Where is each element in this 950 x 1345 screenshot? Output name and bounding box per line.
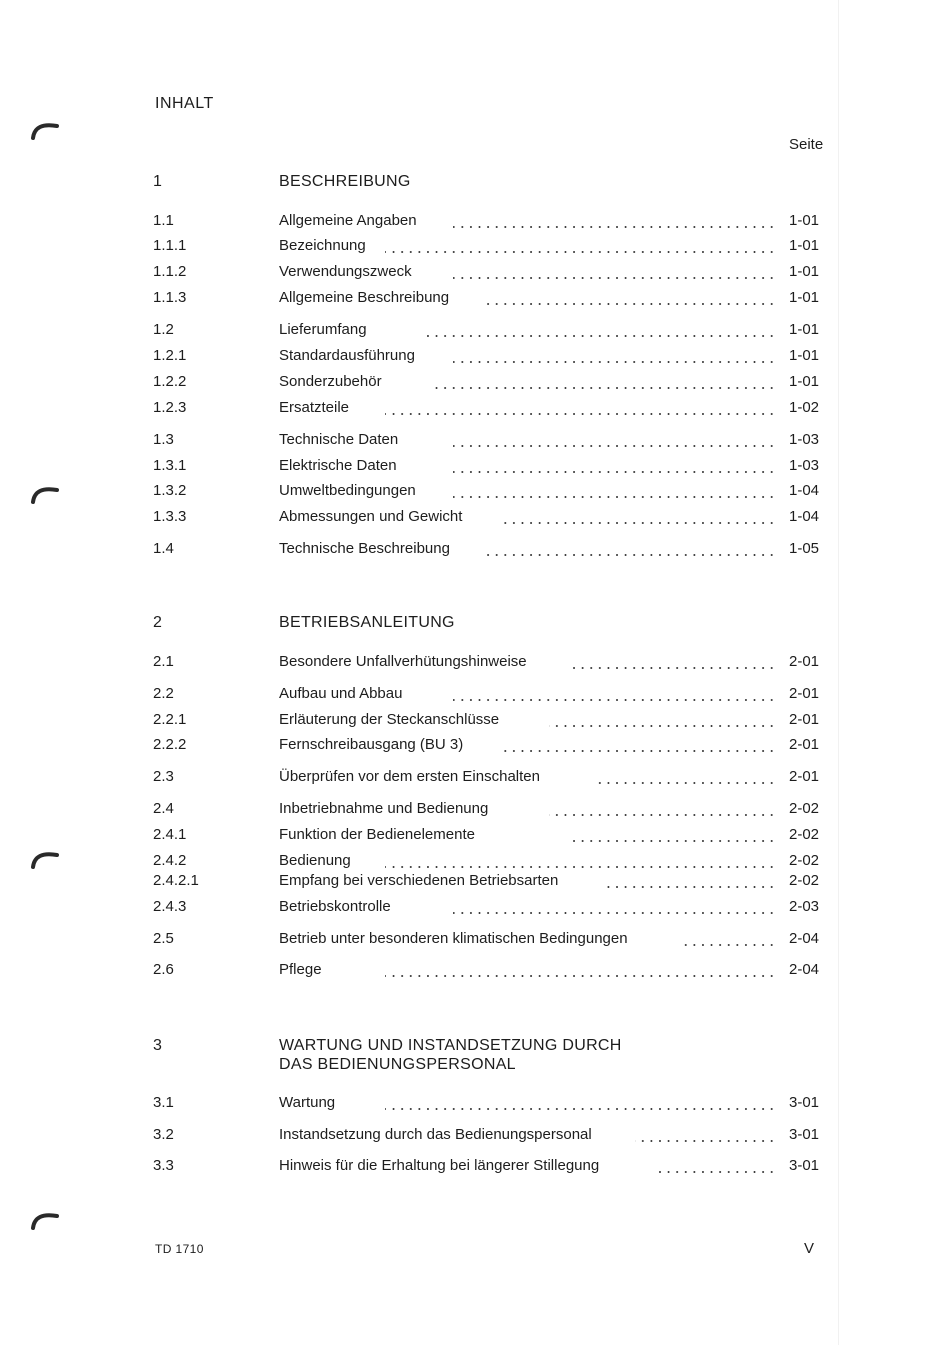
entry-number: 1.1.3 — [153, 289, 187, 306]
dot-leader — [385, 1108, 776, 1110]
entry-page: 2-01 — [789, 653, 820, 670]
entry-title: Instandsetzung durch das Bedienungspersonal — [279, 1126, 592, 1143]
toc-entry — [0, 872, 950, 892]
dot-leader — [453, 699, 776, 701]
dot-leader — [433, 387, 776, 389]
entry-number: 3.2 — [153, 1126, 174, 1143]
toc-entry — [0, 482, 950, 502]
dot-leader — [481, 303, 776, 305]
entry-title: Aufbau und Abbau — [279, 685, 403, 702]
entry-title: Bedienung — [279, 852, 351, 869]
toc-entry — [0, 1126, 950, 1146]
document-id: TD 1710 — [155, 1242, 204, 1256]
entry-page: 2-01 — [789, 685, 820, 702]
entry-page: 1-01 — [789, 237, 820, 254]
dot-leader — [385, 866, 776, 868]
punch-hole-mark — [31, 1208, 59, 1230]
dot-leader — [385, 413, 776, 415]
entry-number: 2.2.1 — [153, 711, 187, 728]
entry-title: Bezeichnung — [279, 237, 366, 254]
entry-page: 2-01 — [789, 768, 820, 785]
toc-entry — [0, 508, 950, 528]
dot-leader — [567, 667, 776, 669]
dot-leader — [567, 840, 776, 842]
entry-page: 2-04 — [789, 961, 820, 978]
entry-page: 1-04 — [789, 482, 820, 499]
dot-leader — [453, 496, 776, 498]
entry-number: 1.3.2 — [153, 482, 187, 499]
entry-title: Verwendungszweck — [279, 263, 412, 280]
dot-leader — [385, 975, 776, 977]
dot-leader — [597, 782, 776, 784]
page-title: INHALT — [155, 95, 214, 112]
entry-title: Ersatzteile — [279, 399, 350, 416]
entry-page: 1-05 — [789, 540, 820, 557]
entry-number: 2.6 — [153, 961, 174, 978]
entry-page: 2-02 — [789, 852, 820, 869]
entry-page: 2-02 — [789, 872, 820, 889]
toc-entry — [0, 898, 950, 918]
entry-title: Besondere Unfallverhütungshinweise — [279, 653, 527, 670]
entry-title: Überprüfen vor dem ersten Einschalten — [279, 768, 540, 785]
toc-entry — [0, 1157, 950, 1177]
entry-number: 1.2.3 — [153, 399, 187, 416]
section-number: 1 — [153, 173, 163, 190]
entry-page: 1-01 — [789, 289, 820, 306]
toc-entry — [0, 321, 950, 341]
entry-number: 1.3.1 — [153, 457, 187, 474]
section-title-line2: DAS BEDIENUNGSPERSONAL — [279, 1056, 516, 1073]
entry-number: 1.2 — [153, 321, 174, 338]
toc-entry — [0, 237, 950, 257]
entry-number: 2.4 — [153, 800, 174, 817]
entry-title: Lieferumfang — [279, 321, 367, 338]
dot-leader — [683, 944, 776, 946]
entry-page: 2-01 — [789, 711, 820, 728]
entry-number: 2.4.3 — [153, 898, 187, 915]
toc-entry — [0, 457, 950, 477]
entry-page: 2-02 — [789, 800, 820, 817]
entry-title: Pflege — [279, 961, 322, 978]
toc-entry — [0, 212, 950, 232]
entry-number: 2.4.2 — [153, 852, 187, 869]
dot-leader — [549, 725, 776, 727]
entry-title: Empfang bei verschiedenen Betriebsarten — [279, 872, 559, 889]
toc-entry — [0, 263, 950, 283]
dot-leader — [453, 445, 776, 447]
dot-leader — [653, 1171, 776, 1173]
entry-number: 2.1 — [153, 653, 174, 670]
toc-entry — [0, 736, 950, 756]
toc-entry — [0, 800, 950, 820]
entry-page: 1-04 — [789, 508, 820, 525]
entry-title: Standardausführung — [279, 347, 415, 364]
toc-entry — [0, 711, 950, 731]
dot-leader — [549, 814, 776, 816]
toc-entry — [0, 685, 950, 705]
entry-title: Allgemeine Beschreibung — [279, 289, 450, 306]
dot-leader — [453, 361, 776, 363]
toc-entry — [0, 961, 950, 981]
entry-number: 3.1 — [153, 1094, 174, 1111]
entry-page: 1-01 — [789, 347, 820, 364]
entry-page: 3-01 — [789, 1094, 820, 1111]
entry-title: Funktion der Bedienelemente — [279, 826, 475, 843]
entry-page: 2-02 — [789, 826, 820, 843]
entry-title: Elektrische Daten — [279, 457, 397, 474]
page-column-header: Seite — [789, 136, 824, 153]
entry-page: 1-01 — [789, 212, 820, 229]
dot-leader — [453, 277, 776, 279]
entry-page: 1-02 — [789, 399, 820, 416]
dot-leader — [499, 522, 776, 524]
dot-leader — [453, 471, 776, 473]
entry-number: 1.1 — [153, 212, 174, 229]
entry-title: Abmessungen und Gewicht — [279, 508, 463, 525]
entry-title: Sonderzubehör — [279, 373, 382, 390]
entry-title: Technische Daten — [279, 431, 399, 448]
toc-entry — [0, 347, 950, 367]
entry-title: Wartung — [279, 1094, 336, 1111]
toc-entry — [0, 399, 950, 419]
entry-number: 2.3 — [153, 768, 174, 785]
entry-page: 1-03 — [789, 431, 820, 448]
toc-entry — [0, 1094, 950, 1114]
entry-number: 2.2.2 — [153, 736, 187, 753]
entry-page: 3-01 — [789, 1126, 820, 1143]
entry-title: Betrieb unter besonderen klimatischen Bedingungen — [279, 930, 628, 947]
entry-number: 1.3 — [153, 431, 174, 448]
section-number: 2 — [153, 614, 163, 631]
entry-title: Betriebskontrolle — [279, 898, 391, 915]
entry-title: Allgemeine Angaben — [279, 212, 417, 229]
entry-page: 3-01 — [789, 1157, 820, 1174]
toc-entry — [0, 930, 950, 950]
entry-title: Erläuterung der Steckanschlüsse — [279, 711, 500, 728]
entry-page: 1-01 — [789, 263, 820, 280]
entry-number: 1.2.2 — [153, 373, 187, 390]
dot-leader — [481, 554, 776, 556]
entry-title: Fernschreibausgang (BU 3) — [279, 736, 464, 753]
entry-page: 1-03 — [789, 457, 820, 474]
section-title: BESCHREIBUNG — [279, 173, 411, 190]
entry-page: 2-01 — [789, 736, 820, 753]
dot-leader — [499, 750, 776, 752]
dot-leader — [453, 912, 776, 914]
toc-entry — [0, 826, 950, 846]
entry-title: Technische Beschreibung — [279, 540, 450, 557]
entry-title: Inbetriebnahme und Bedienung — [279, 800, 489, 817]
entry-title: Hinweis für die Erhaltung bei längerer Stillegung — [279, 1157, 600, 1174]
section-title: BETRIEBSANLEITUNG — [279, 614, 455, 631]
toc-entry — [0, 653, 950, 673]
entry-number: 2.4.1 — [153, 826, 187, 843]
entry-number: 1.2.1 — [153, 347, 187, 364]
entry-page: 1-01 — [789, 321, 820, 338]
page-number: V — [804, 1240, 815, 1257]
entry-number: 3.3 — [153, 1157, 174, 1174]
toc-entry — [0, 768, 950, 788]
entry-page: 1-01 — [789, 373, 820, 390]
entry-number: 1.1.1 — [153, 237, 187, 254]
entry-number: 2.2 — [153, 685, 174, 702]
toc-entry — [0, 289, 950, 309]
entry-number: 1.1.2 — [153, 263, 187, 280]
toc-entry — [0, 431, 950, 451]
section-number: 3 — [153, 1037, 163, 1054]
dot-leader — [425, 335, 776, 337]
toc-entry — [0, 540, 950, 560]
entry-number: 2.5 — [153, 930, 174, 947]
entry-number: 1.4 — [153, 540, 174, 557]
dot-leader — [607, 886, 776, 888]
dot-leader — [635, 1140, 776, 1142]
dot-leader — [385, 251, 776, 253]
punch-hole-mark — [31, 118, 59, 140]
entry-page: 2-03 — [789, 898, 820, 915]
dot-leader — [453, 226, 776, 228]
section-title: WARTUNG UND INSTANDSETZUNG DURCH — [279, 1037, 622, 1054]
entry-page: 2-04 — [789, 930, 820, 947]
toc-entry — [0, 852, 950, 872]
entry-title: Umweltbedingungen — [279, 482, 416, 499]
toc-entry — [0, 373, 950, 393]
entry-number: 2.4.2.1 — [153, 872, 199, 889]
entry-number: 1.3.3 — [153, 508, 187, 525]
